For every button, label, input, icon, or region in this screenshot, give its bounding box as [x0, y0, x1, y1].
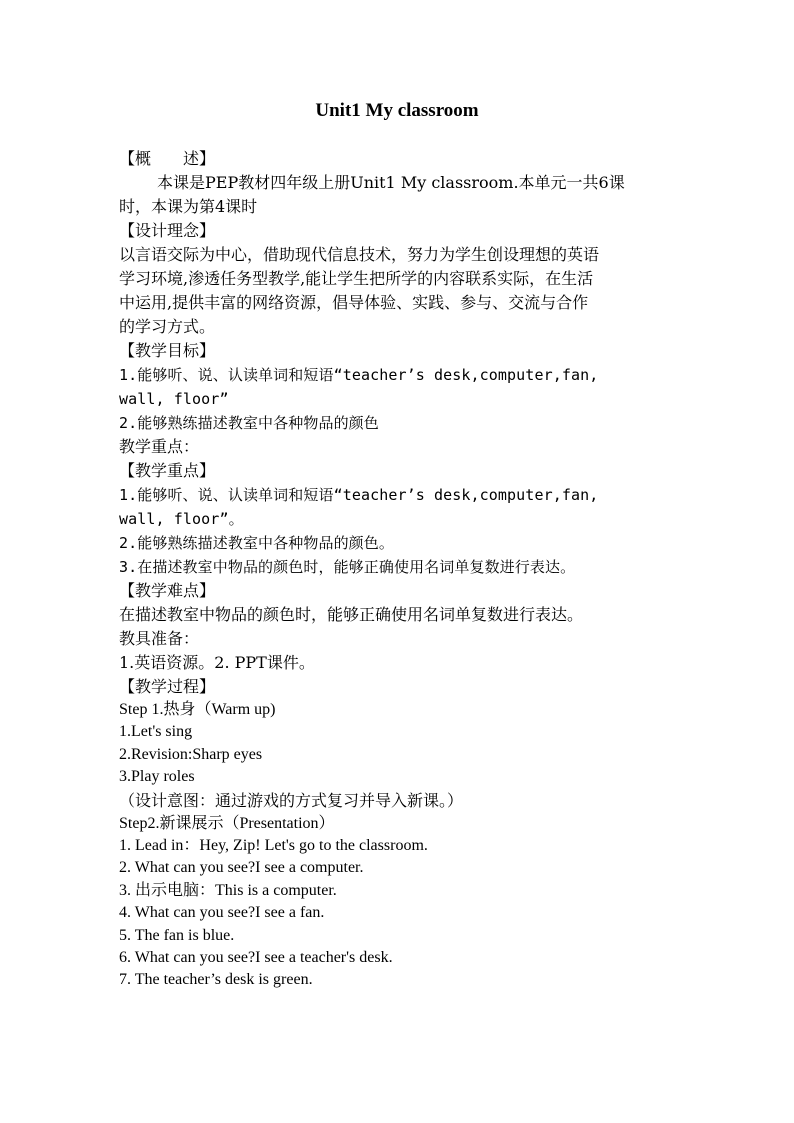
keypoint-line: 1.能够听、说、认读单词和短语“teacher’s desk,computer,fan, [119, 486, 599, 504]
design-line: 以言语交际为中心，借助现代信息技术，努力为学生创设理想的英语 [119, 245, 600, 264]
keypoint-line: 2.能够熟练描述教室中各种物品的颜色。 [119, 534, 394, 552]
step1-title: Step 1.热身（Warm up) [119, 701, 276, 718]
step1-item: 1.Let's sing [119, 723, 193, 741]
keypoint-line: 3.在描述教室中物品的颜色时，能够正确使用名词单复数进行表达。 [119, 558, 576, 576]
step2-item: 2. What can you see?I see a computer. [119, 859, 364, 877]
document-body [119, 147, 679, 992]
keypoint-line: wall, floor”。 [119, 510, 244, 528]
design-line: 学习环境,渗透任务型教学,能让学生把所学的内容联系实际，在生活 [119, 269, 594, 288]
difficulties-heading: 【教学难点】 [119, 581, 216, 600]
objective-line: 1.能够听、说、认读单词和短语“teacher’s desk,computer,fan, [119, 366, 599, 384]
keypoints-heading: 【教学重点】 [119, 461, 216, 480]
design-line: 中运用,提供丰富的网络资源，倡导体验、实践、参与、交流与合作 [119, 293, 589, 312]
objectives-heading: 【教学目标】 [119, 341, 216, 360]
step2-item: 5. The fan is blue. [119, 926, 235, 944]
design-heading: 【设计理念】 [119, 221, 216, 240]
overview-text-line2: 时，本课为第4课时 [119, 197, 258, 216]
difficulties-line: 在描述教室中物品的颜色时，能够正确使用名词单复数进行表达。 [119, 605, 584, 624]
step2-item: 7. The teacher’s desk is green. [119, 971, 313, 989]
step1-note: （设计意图：通过游戏的方式复习并导入新课。） [119, 790, 464, 810]
materials-line: 1.英语资源。2. PPT课件。 [119, 653, 315, 672]
step2-item: 6. What can you see?I see a teacher's desk. [119, 949, 393, 967]
process-heading: 【教学过程】 [119, 677, 216, 696]
step1-item: 2.Revision:Sharp eyes [119, 745, 263, 763]
overview-heading: 【概 述】 [119, 149, 216, 168]
overview-text-line1: 本课是PEP教材四年级上册Unit1 My classroom.本单元一共6课 [157, 173, 625, 192]
objective-line: 2.能够熟练描述教室中各种物品的颜色 [119, 414, 379, 432]
step2-item: 3. 出示电脑：This is a computer. [119, 881, 337, 899]
step2-item: 1. Lead in：Hey, Zip! Let's go to the classroom. [119, 837, 428, 855]
objective-line: wall, floor” [119, 390, 229, 408]
materials-label: 教具准备： [119, 629, 200, 648]
keypoints-label: 教学重点： [119, 437, 200, 456]
design-line: 的学习方式。 [119, 317, 216, 336]
step1-item: 3.Play roles [119, 768, 195, 786]
step2-title: Step2.新课展示（Presentation） [119, 814, 335, 832]
document-title: Unit1 My classroom [315, 100, 479, 121]
step2-item: 4. What can you see?I see a fan. [119, 904, 325, 922]
